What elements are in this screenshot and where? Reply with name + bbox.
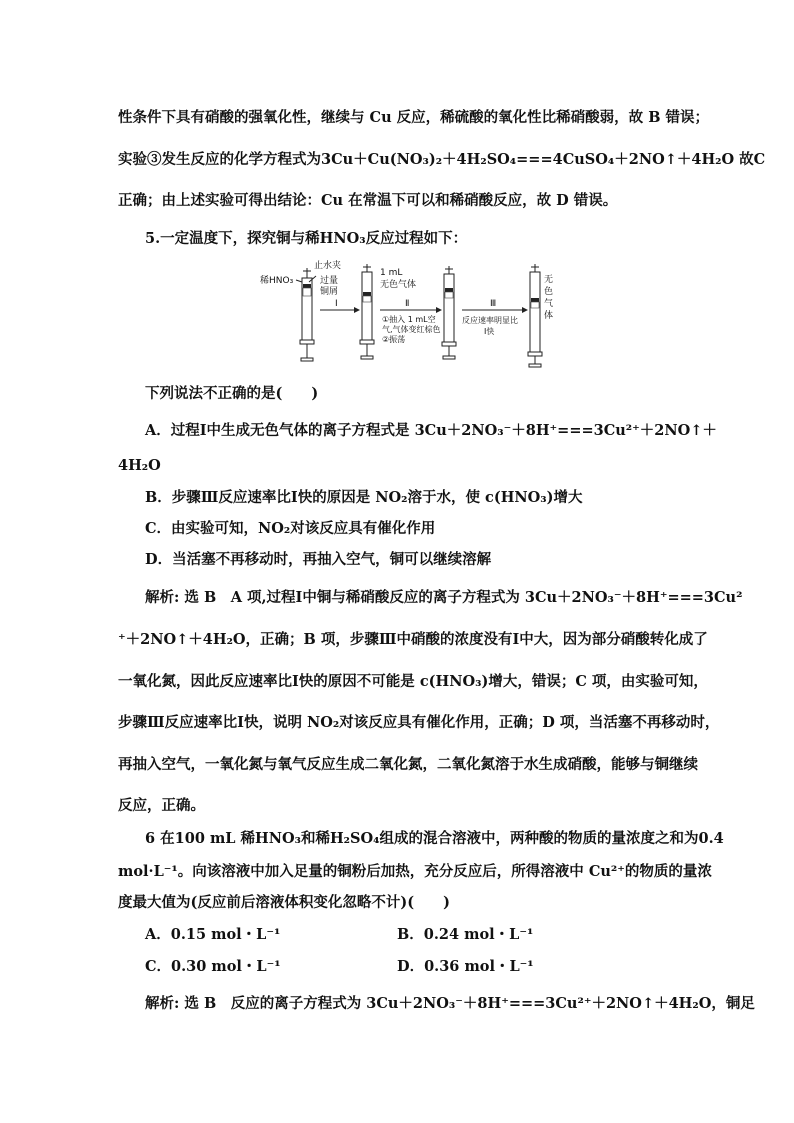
text-line: 正确；由上述实验可得出结论：Cu 在常温下可以和稀硝酸反应，故 D 错误。 (118, 192, 618, 209)
experiment-figure (258, 258, 558, 370)
rate-label: Ⅰ快 (484, 327, 495, 336)
gas-label: 无色气体 (380, 280, 417, 290)
step-label: Ⅲ (490, 299, 497, 309)
end-gas-label: 体 (544, 311, 554, 321)
option-b: B．步骤Ⅲ反应速率比Ⅰ快的原因是 NO₂溶于水，使 c(HNO₃)增大 (145, 489, 583, 506)
syringe-2 (362, 272, 372, 340)
copper-label: 铜屑 (320, 287, 339, 297)
analysis-line: 步骤Ⅲ反应速率比Ⅰ快，说明 NO₂对该反应具有催化作用，正确；D 项，当活塞不再移动时， (118, 714, 720, 731)
analysis-line: 一氧化氮，因此反应速率比Ⅰ快的原因不可能是 c(HNO₃)增大，错误；C 项，由实验可知， (118, 673, 708, 690)
syringe-3 (444, 274, 454, 342)
option-b: B．0.24 mol・L⁻¹ (397, 926, 534, 943)
option-c: C．由实验可知，NO₂对该反应具有催化作用 (145, 520, 436, 537)
question-6-stem: mol·L⁻¹。向该溶液中加入足量的铜粉后加热，充分反应后，所得溶液中 Cu²⁺的物质的量浓 (118, 863, 712, 880)
question-6-stem: 6 在100 mL 稀HNO₃和稀H₂SO₄组成的混合溶液中，两种酸的物质的量浓度之和为0.4 (145, 830, 724, 847)
end-gas-label: 无 (544, 275, 554, 285)
end-gas-label: 色 (544, 287, 554, 297)
copper-shavings (303, 284, 311, 288)
step-label: Ⅰ (335, 299, 338, 309)
step-label: Ⅱ (405, 299, 410, 309)
text-line: 实验③发生反应的化学方程式为3Cu＋Cu(NO₃)₂＋4H₂SO₄===4CuSO₄＋2NO↑＋4H₂O 故C (118, 151, 766, 168)
analysis-line: 再抽入空气，一氧化氮与氧气反应生成二氧化氮，二氧化氮溶于水生成硝酸，能够与铜继续 (118, 756, 698, 773)
analysis-line: 解析: 选 B A 项,过程Ⅰ中铜与稀硝酸反应的离子方程式为 3Cu＋2NO₃⁻＋8H⁺===3Cu² (145, 589, 743, 606)
analysis-line: ⁺＋2NO↑＋4H₂O，正确；B 项，步骤Ⅲ中硝酸的浓度没有Ⅰ中大，因为部分硝酸转化成了 (118, 631, 708, 648)
question-6-stem: 度最大值为(反应前后溶液体积变化忽略不计)( ) (118, 894, 450, 911)
operation-label: 气,气体变红棕色 (382, 325, 441, 334)
option-a: A．过程Ⅰ中生成无色气体的离子方程式是 3Cu＋2NO₃⁻＋8H⁺===3Cu²⁺＋2NO↑＋ (145, 422, 717, 439)
end-gas-label: 气 (544, 299, 554, 309)
clamp-label: 止水夹 (314, 261, 342, 271)
question-5-prompt: 下列说法不正确的是( ) (145, 385, 319, 402)
operation-label: ②振荡 (382, 335, 406, 344)
option-a-cont: 4H₂O (118, 457, 161, 474)
option-d: D．当活塞不再移动时，再抽入空气，铜可以继续溶解 (145, 551, 492, 568)
option-a: A．0.15 mol・L⁻¹ (145, 926, 281, 943)
copper-label: 过量 (320, 276, 339, 286)
reagent-label: 稀HNO₃ (260, 276, 294, 286)
option-d: D．0.36 mol・L⁻¹ (397, 958, 534, 975)
syringe-4 (530, 272, 540, 352)
question-5-stem: 5.一定温度下，探究铜与稀HNO₃反应过程如下： (145, 230, 468, 247)
text-line: 性条件下具有硝酸的强氧化性，继续与 Cu 反应，稀硫酸的氧化性比稀硝酸弱，故 B 错误； (118, 109, 710, 126)
operation-label: ①抽入 1 mL空 (382, 315, 436, 324)
option-c: C．0.30 mol・L⁻¹ (145, 958, 281, 975)
rate-label: 反应速率明显比 (462, 316, 518, 325)
gas-volume-label: 1 mL (380, 268, 403, 278)
analysis-line: 反应，正确。 (118, 797, 205, 814)
analysis-line: 解析: 选 B 反应的离子方程式为 3Cu＋2NO₃⁻＋8H⁺===3Cu²⁺＋2NO↑＋4H₂O，铜足 (145, 995, 755, 1012)
